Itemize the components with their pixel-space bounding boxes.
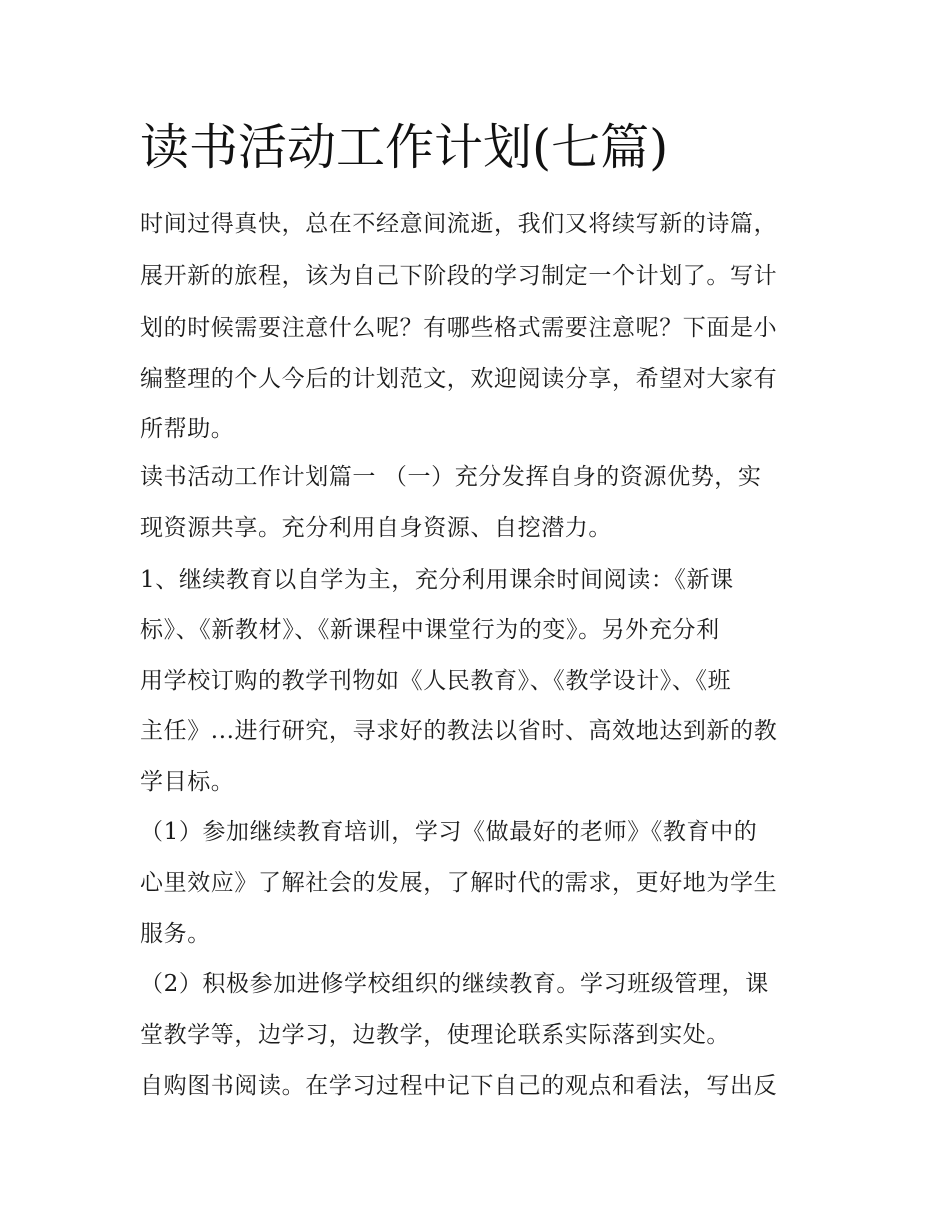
subitem-2-line-1: （2）积极参加进修学校组织的继续教育。学习班级管理，课 — [140, 971, 769, 997]
item-1-line-1: 1、继续教育以自学为主，充分利用课余时间阅读：《新课 — [140, 567, 734, 593]
subitem-1-line-3: 服务。 — [140, 921, 211, 947]
item-1-line-3: 用学校订购的教学刊物如《人民教育》、《教学设计》、《班 — [140, 668, 732, 694]
intro-line-4: 编整理的个人今后的计划范文，欢迎阅读分享，希望对大家有 — [140, 366, 778, 392]
intro-line-5: 所帮助。 — [140, 416, 235, 442]
document-title: 读书活动工作计划(七篇) — [140, 119, 669, 176]
subitem-1-line-2: 心里效应》了解社会的发展，了解时代的需求，更好地为学生 — [140, 870, 778, 896]
intro-line-2: 展开新的旅程，该为自己下阶段的学习制定一个计划了。写计 — [140, 263, 778, 289]
section-one-line-1: 读书活动工作计划篇一 （一）充分发挥自身的资源优势，实 — [140, 464, 762, 490]
subitem-2-line-2: 堂教学等，边学习，边教学，使理论联系实际落到实处。 — [140, 1022, 730, 1048]
item-1-line-4: 主任》...进行研究，寻求好的教法以省时、高效地达到新的教 — [140, 718, 778, 744]
section-one-line-2: 现资源共享。充分利用自身资源、自挖潜力。 — [140, 515, 612, 541]
item-1-line-2: 标》、《新教材》、《新课程中课堂行为的变》。另外充分利 — [140, 617, 720, 643]
intro-line-1: 时间过得真快，总在不经意间流逝，我们又将续写新的诗篇， — [140, 211, 778, 237]
intro-line-3: 划的时候需要注意什么呢？有哪些格式需要注意呢？下面是小 — [140, 315, 778, 341]
self-reading-line-1: 自购图书阅读。在学习过程中记下自己的观点和看法，写出反 — [140, 1073, 778, 1099]
item-1-line-5: 学目标。 — [140, 769, 235, 795]
subitem-1-line-1: （1）参加继续教育培训，学习《做最好的老师》《教育中的 — [140, 819, 758, 845]
